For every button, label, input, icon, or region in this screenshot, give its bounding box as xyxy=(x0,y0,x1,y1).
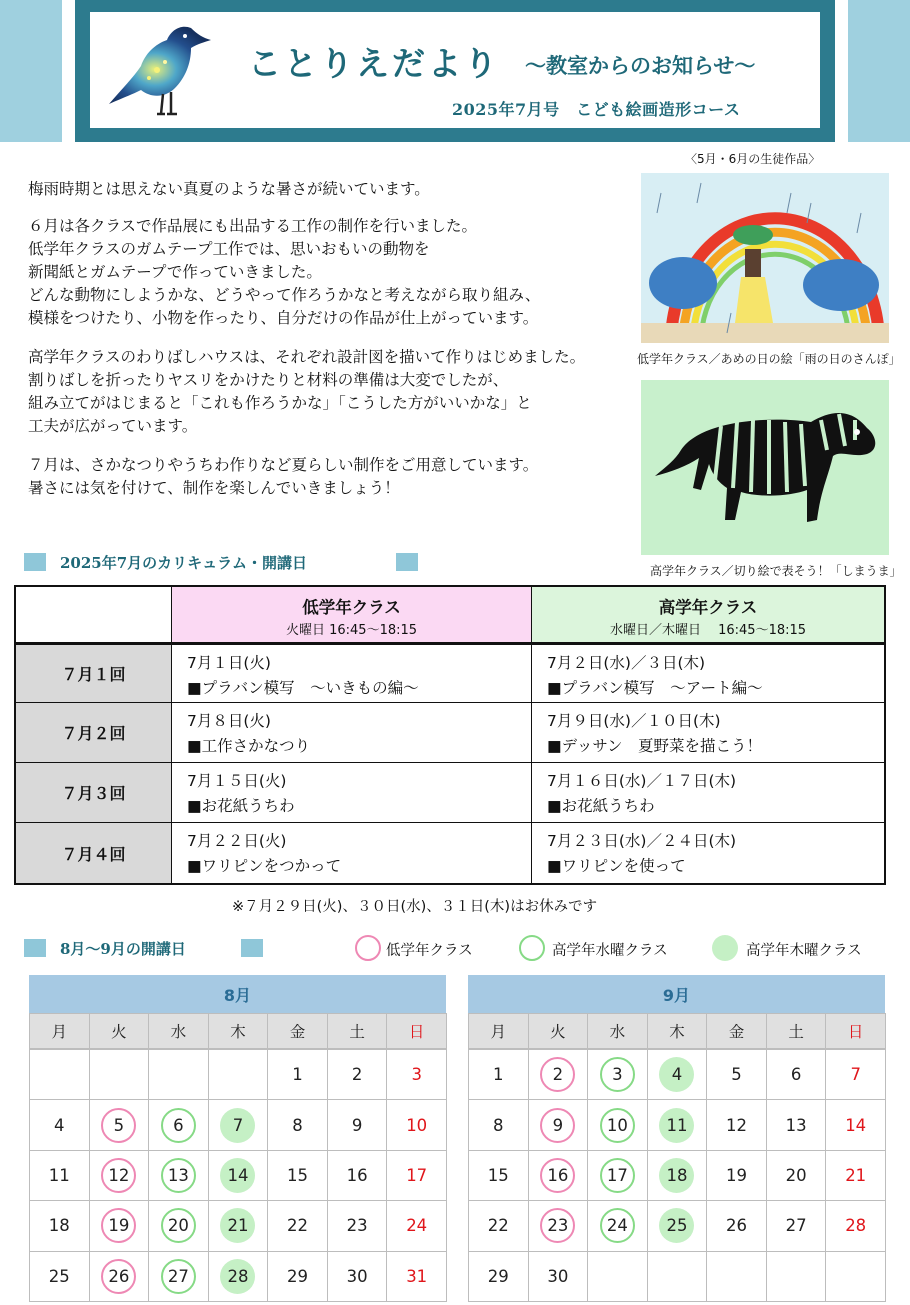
day-number: 4 xyxy=(54,1115,65,1135)
september-calendar xyxy=(468,975,885,1303)
weekday-header: 金 xyxy=(267,1013,328,1049)
calendar-day xyxy=(528,1251,589,1302)
day-number: 26 xyxy=(108,1266,130,1286)
empty-day-cell xyxy=(706,1251,767,1302)
intro-line: ６月は各クラスで作品展にも出品する工作の制作を行いました。 xyxy=(28,217,478,235)
calendar-day xyxy=(327,1200,388,1251)
intro-line: 暑さには気を付けて、制作を楽しんでいきましょう！ xyxy=(28,479,400,497)
weekday-header: 火 xyxy=(89,1013,150,1049)
calendar-day xyxy=(468,1251,529,1302)
legend-label: 高学年水曜クラス xyxy=(552,943,668,959)
august-calendar xyxy=(29,975,446,1303)
day-number: 15 xyxy=(287,1165,309,1185)
weekday-header: 土 xyxy=(766,1013,827,1049)
legend-label: 高学年木曜クラス xyxy=(746,943,862,959)
calendar-day xyxy=(208,1200,269,1251)
high-grade-header xyxy=(532,587,884,643)
weekday-header: 水 xyxy=(587,1013,648,1049)
curriculum-table xyxy=(14,585,886,885)
calendar-day xyxy=(528,1200,589,1251)
weekday-header: 水 xyxy=(148,1013,209,1049)
day-number: 1 xyxy=(493,1065,504,1085)
calendar-day xyxy=(29,1099,90,1150)
calendar-day xyxy=(148,1150,209,1201)
day-number: 7 xyxy=(232,1115,244,1135)
day-number: 14 xyxy=(227,1165,249,1185)
day-number: 23 xyxy=(346,1216,368,1236)
zebra-cutout-artwork xyxy=(641,380,889,555)
calendar-day xyxy=(148,1099,209,1150)
day-number: 28 xyxy=(227,1266,249,1286)
weekday-header: 月 xyxy=(29,1013,90,1049)
intro-line: 梅雨時期とは思えない真夏のような暑さが続いています。 xyxy=(28,180,430,198)
session-topic: ■デッサン 夏野菜を描こう！ xyxy=(547,737,763,755)
low-session-cell xyxy=(172,703,532,763)
empty-day-cell xyxy=(766,1251,827,1302)
day-number: 8 xyxy=(292,1115,303,1135)
day-number: 5 xyxy=(731,1065,742,1085)
calendar-day xyxy=(89,1200,150,1251)
legend-label: 低学年クラス xyxy=(386,943,473,959)
session-topic: ■お花紙うちわ xyxy=(547,797,655,815)
calendar-day xyxy=(267,1150,328,1201)
schedule-heading: 8月〜9月の開講日 xyxy=(60,940,186,958)
session-label: ７月３回 xyxy=(16,763,172,823)
day-number: 22 xyxy=(287,1216,309,1236)
weekday-header: 木 xyxy=(208,1013,269,1049)
day-number: 5 xyxy=(113,1115,125,1135)
weekday-header: 日 xyxy=(825,1013,886,1049)
calendar-day xyxy=(766,1200,827,1251)
day-number: 21 xyxy=(227,1216,249,1236)
calendar-day xyxy=(706,1200,767,1251)
calendar-day xyxy=(647,1150,708,1201)
low-session-cell xyxy=(172,823,532,883)
calendar-day xyxy=(706,1099,767,1150)
day-number: 13 xyxy=(785,1115,807,1135)
calendar-day xyxy=(148,1200,209,1251)
day-number: 2 xyxy=(351,1065,363,1085)
day-number: 8 xyxy=(493,1115,504,1135)
calendar-day xyxy=(468,1099,529,1150)
day-number: 17 xyxy=(406,1165,428,1185)
empty-day-cell xyxy=(89,1049,150,1100)
calendar-day xyxy=(327,1099,388,1150)
day-number: 23 xyxy=(547,1216,569,1236)
empty-day-cell xyxy=(587,1251,648,1302)
session-topic: ■ワリピンをつかって xyxy=(187,857,342,875)
calendar-day xyxy=(647,1200,708,1251)
day-number: 9 xyxy=(351,1115,363,1135)
low-session-cell xyxy=(172,643,532,703)
calendar-day xyxy=(766,1099,827,1150)
newsletter-title: ことりえだより xyxy=(248,44,500,83)
calendar-day xyxy=(706,1049,767,1100)
weekday-header: 日 xyxy=(386,1013,447,1049)
weekday-header: 金 xyxy=(706,1013,767,1049)
calendar-month-title: 8月 xyxy=(29,975,446,1013)
weekday-header: 月 xyxy=(468,1013,529,1049)
day-number: 31 xyxy=(406,1266,428,1286)
calendar-day xyxy=(29,1251,90,1302)
day-number: 26 xyxy=(726,1216,748,1236)
day-number: 6 xyxy=(790,1065,802,1085)
day-number: 27 xyxy=(167,1266,189,1286)
calendar-day xyxy=(706,1150,767,1201)
calendar-day xyxy=(647,1049,708,1100)
day-number: 28 xyxy=(845,1216,867,1236)
day-number: 10 xyxy=(406,1115,428,1135)
intro-line: 低学年クラスのガムテープ工作では、思いおもいの動物を xyxy=(28,240,430,258)
thursday-legend-icon xyxy=(712,935,738,961)
day-number: 25 xyxy=(48,1266,70,1286)
intro-line: 模様をつけたり、小物を作ったり、自分だけの作品が仕上がっています。 xyxy=(28,309,539,327)
calendar-day xyxy=(587,1200,648,1251)
calendar-day xyxy=(267,1200,328,1251)
day-number: 6 xyxy=(173,1115,184,1135)
calendar-day xyxy=(386,1049,447,1100)
weekday-header: 土 xyxy=(327,1013,388,1049)
day-number: 14 xyxy=(845,1115,867,1135)
day-number: 11 xyxy=(666,1115,688,1135)
low-grade-legend-icon xyxy=(355,935,381,961)
calendar-day xyxy=(327,1049,388,1100)
day-number: 22 xyxy=(487,1216,509,1236)
day-number: 12 xyxy=(726,1115,748,1135)
day-number: 10 xyxy=(606,1115,628,1135)
header-right-bar xyxy=(848,0,910,142)
session-topic: ■工作さかなつり xyxy=(187,737,311,755)
high-session-cell xyxy=(532,643,884,703)
calendar-day xyxy=(468,1150,529,1201)
calendar-day xyxy=(825,1049,886,1100)
weekday-header: 火 xyxy=(528,1013,589,1049)
day-number: 7 xyxy=(850,1065,861,1085)
intro-line: 組み立てがはじまると「これも作ろうかな」「こうした方がいいかな」と xyxy=(28,394,532,412)
day-number: 4 xyxy=(671,1065,683,1085)
day-number: 3 xyxy=(612,1065,623,1085)
calendar-day xyxy=(386,1200,447,1251)
weekday-header: 木 xyxy=(647,1013,708,1049)
intro-line: 割りばしを折ったりヤスリをかけたりと材料の準備は大変でしたが、 xyxy=(28,371,509,389)
rain-walk-painting xyxy=(641,173,889,343)
curriculum-heading: 2025年7月のカリキュラム・開講日 xyxy=(60,554,308,572)
low-grade-title: 低学年クラス xyxy=(302,598,401,617)
calendar-day xyxy=(89,1150,150,1201)
calendar-day xyxy=(29,1200,90,1251)
day-number: 19 xyxy=(726,1165,748,1185)
day-number: 19 xyxy=(108,1216,130,1236)
day-number: 25 xyxy=(666,1216,688,1236)
calendar-day xyxy=(468,1200,529,1251)
day-number: 12 xyxy=(108,1165,130,1185)
calendar-day xyxy=(267,1251,328,1302)
intro-line: 高学年クラスのわりばしハウスは、それぞれ設計図を描いて作りはじめました。 xyxy=(28,348,586,366)
session-label: ７月１回 xyxy=(16,643,172,703)
day-number: 27 xyxy=(785,1216,807,1236)
calendar-day xyxy=(766,1150,827,1201)
calendar-day xyxy=(208,1150,269,1201)
calendar-day xyxy=(208,1251,269,1302)
calendar-day xyxy=(267,1099,328,1150)
intro-line: 工夫が広がっています。 xyxy=(28,417,198,435)
session-topic: ■ワリピンを使って xyxy=(547,857,686,875)
day-number: 18 xyxy=(48,1216,70,1236)
day-number: 2 xyxy=(552,1065,564,1085)
calendar-day xyxy=(825,1200,886,1251)
calendar-day xyxy=(528,1049,589,1100)
session-topic: ■お花紙うちわ xyxy=(187,797,295,815)
day-number: 30 xyxy=(547,1266,569,1286)
painting-caption: 低学年クラス／あめの日の絵「雨の日のさんぽ」 xyxy=(637,352,901,366)
high-session-cell xyxy=(532,763,884,823)
session-date: 7月１日(火) xyxy=(187,654,271,672)
session-date: 7月２日(水)／３日(木) xyxy=(547,654,706,672)
session-date: 7月２２日(火) xyxy=(187,832,287,850)
calendar-day xyxy=(825,1150,886,1201)
calendar-day xyxy=(587,1099,648,1150)
day-number: 30 xyxy=(346,1266,368,1286)
calendar-day xyxy=(89,1099,150,1150)
empty-day-cell xyxy=(148,1049,209,1100)
calendar-day xyxy=(327,1150,388,1201)
zebra-caption: 高学年クラス／切り絵で表そう！「しまうま」 xyxy=(650,564,902,578)
newsletter-subtitle: 〜教室からのお知らせ〜 xyxy=(525,53,756,78)
calendar-day xyxy=(587,1150,648,1201)
day-number: 13 xyxy=(167,1165,189,1185)
calendar-day xyxy=(208,1099,269,1150)
session-date: 7月２３日(水)／２４日(木) xyxy=(547,832,737,850)
calendar-day xyxy=(528,1150,589,1201)
session-topic: ■プラバン模写 〜アート編〜 xyxy=(547,679,763,697)
high-session-cell xyxy=(532,823,884,883)
holiday-note: ※７月２９日(火)、３０日(水)、３１日(木)はお休みです xyxy=(232,899,598,915)
empty-day-cell xyxy=(825,1251,886,1302)
day-number: 18 xyxy=(666,1165,688,1185)
calendar-day xyxy=(587,1049,648,1100)
day-number: 24 xyxy=(406,1216,428,1236)
low-grade-header xyxy=(172,587,532,643)
calendar-day xyxy=(386,1150,447,1201)
session-date: 7月１６日(水)／１７日(木) xyxy=(547,772,737,790)
wednesday-legend-icon xyxy=(519,935,545,961)
calendar-day xyxy=(528,1099,589,1150)
session-label: ７月２回 xyxy=(16,703,172,763)
day-number: 20 xyxy=(785,1165,807,1185)
day-number: 3 xyxy=(411,1065,422,1085)
calendar-day xyxy=(386,1099,447,1150)
calendar-day xyxy=(148,1251,209,1302)
day-number: 20 xyxy=(167,1216,189,1236)
day-number: 29 xyxy=(287,1266,309,1286)
low-session-cell xyxy=(172,763,532,823)
high-grade-title: 高学年クラス xyxy=(658,598,758,617)
heading-marker xyxy=(24,939,46,957)
intro-line: ７月は、さかなつりやうちわ作りなど夏らしい制作をご用意しています。 xyxy=(28,456,539,474)
calendar-day xyxy=(386,1251,447,1302)
day-number: 24 xyxy=(606,1216,628,1236)
calendar-day xyxy=(327,1251,388,1302)
bird-logo xyxy=(105,18,215,123)
high-grade-schedule: 水曜日／木曜日 16:45〜18:15 xyxy=(609,623,807,638)
calendar-day xyxy=(766,1049,827,1100)
issue-line: 2025年7月号 こども絵画造形コース xyxy=(452,100,741,119)
session-topic: ■プラバン模写 〜いきもの編〜 xyxy=(187,679,419,697)
day-number: 1 xyxy=(292,1065,303,1085)
heading-marker xyxy=(396,553,418,571)
day-number: 16 xyxy=(547,1165,569,1185)
heading-marker xyxy=(24,553,46,571)
empty-day-cell xyxy=(208,1049,269,1100)
day-number: 9 xyxy=(552,1115,564,1135)
calendar-day xyxy=(267,1049,328,1100)
low-grade-schedule: 火曜日 16:45〜18:15 xyxy=(285,623,418,638)
calendar-day xyxy=(825,1099,886,1150)
intro-line: 新聞紙とガムテープで作っていきました。 xyxy=(28,263,322,281)
heading-marker xyxy=(241,939,263,957)
empty-day-cell xyxy=(647,1251,708,1302)
calendar-day xyxy=(89,1251,150,1302)
calendar-month-title: 9月 xyxy=(468,975,885,1013)
day-number: 21 xyxy=(845,1165,867,1185)
high-session-cell xyxy=(532,703,884,763)
day-number: 29 xyxy=(487,1266,509,1286)
empty-day-cell xyxy=(29,1049,90,1100)
intro-line: どんな動物にしようかな、どうやって作ろうかなと考えながら取り組み、 xyxy=(28,286,541,304)
calendar-day xyxy=(29,1150,90,1201)
session-label: ７月４回 xyxy=(16,823,172,883)
day-number: 15 xyxy=(487,1165,509,1185)
calendar-day xyxy=(468,1049,529,1100)
session-date: 7月８日(火) xyxy=(187,712,271,730)
day-number: 16 xyxy=(346,1165,368,1185)
day-number: 11 xyxy=(48,1165,70,1185)
header-left-bar xyxy=(0,0,62,142)
calendar-day xyxy=(647,1099,708,1150)
session-date: 7月１５日(火) xyxy=(187,772,287,790)
day-number: 17 xyxy=(606,1165,628,1185)
table-corner xyxy=(16,587,172,643)
gallery-heading: 〈5月・6月の生徒作品〉 xyxy=(685,152,821,166)
session-date: 7月９日(水)／１０日(木) xyxy=(547,712,721,730)
